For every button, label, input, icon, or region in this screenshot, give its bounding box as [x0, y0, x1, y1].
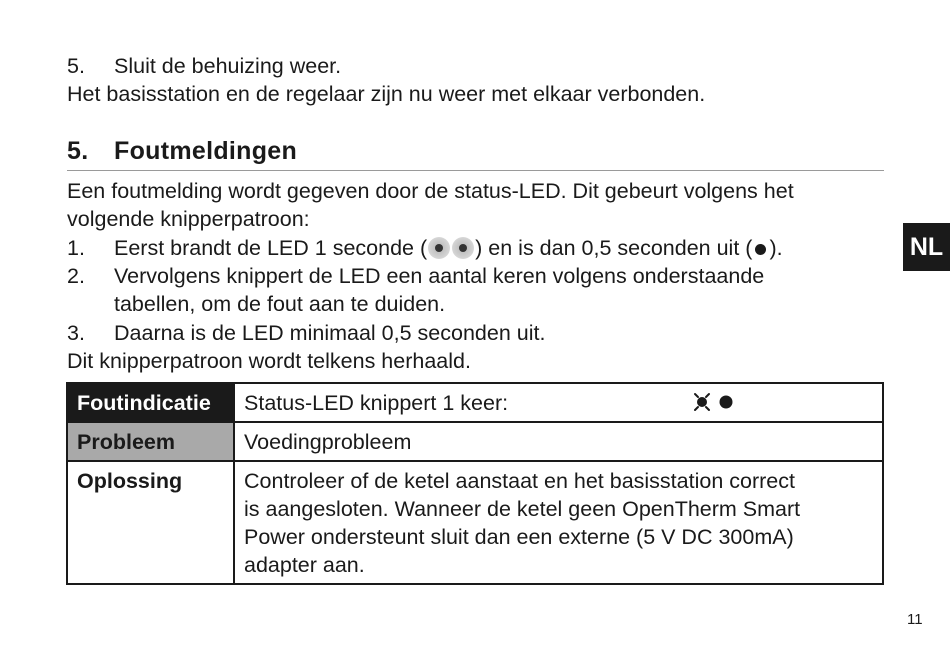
led-blink-pattern — [690, 390, 740, 414]
probleem-label: Probleem — [67, 422, 234, 461]
para-line-2: volgende knipperpatroon: — [67, 207, 310, 231]
probleem-value: Voedingprobleem — [234, 422, 883, 461]
oplossing-line: is aangesloten. Wanneer de ketel geen OpenTherm Smart — [244, 497, 801, 521]
table-row — [67, 461, 883, 584]
para-line-1: Een foutmelding wordt gegeven door de status-LED. Dit gebeurt volgens het — [67, 179, 794, 203]
item-2-line-1: Vervolgens knippert de LED een aantal keren volgens onderstaande — [114, 264, 765, 288]
section-heading — [67, 137, 297, 166]
item-3-number: 3. — [67, 321, 85, 345]
oplossing-line: adapter aan. — [244, 553, 365, 577]
oplossing-line: Power ondersteunt sluit dan een externe (5 V DC 300mA) — [244, 525, 794, 549]
item-3-text: Daarna is de LED minimaal 0,5 seconden uit. — [114, 321, 546, 345]
page-number: 11 — [907, 611, 923, 628]
error-table — [66, 382, 884, 585]
foutindicatie-label: Foutindicatie — [67, 383, 234, 422]
item-1-text-c: ). — [769, 236, 783, 260]
item-1-text — [114, 234, 783, 262]
oplossing-label: Oplossing — [67, 461, 234, 584]
repeat-text: Dit knipperpatroon wordt telkens herhaald. — [67, 349, 471, 373]
led-off-icon — [720, 396, 733, 409]
led-on-icon — [428, 237, 450, 259]
led-off-icon — [755, 244, 766, 255]
table-row — [67, 383, 883, 422]
heading-rule — [67, 170, 884, 171]
language-tab: NL — [903, 223, 950, 271]
led-on-icon — [452, 237, 474, 259]
section-number: 5. — [67, 137, 89, 165]
item-1-text-a: Eerst brandt de LED 1 seconde ( — [114, 236, 428, 260]
oplossing-value — [234, 461, 883, 584]
oplossing-line: Controleer of de ketel aanstaat en het basisstation correct — [244, 469, 795, 493]
item-1-text-b: ) en is dan 0,5 seconden uit ( — [475, 236, 753, 260]
step-5-number: 5. — [67, 54, 85, 78]
connected-text: Het basisstation en de regelaar zijn nu weer met elkaar verbonden. — [67, 82, 706, 106]
item-2-line-2: tabellen, om de fout aan te duiden. — [114, 292, 446, 316]
table-row — [67, 422, 883, 461]
foutindicatie-value: Status-LED knippert 1 keer: — [234, 383, 883, 422]
item-1-number: 1. — [67, 236, 85, 260]
led-blink-icon — [695, 394, 709, 410]
step-5-text: Sluit de behuizing weer. — [114, 54, 342, 78]
section-title: Foutmeldingen — [114, 137, 298, 165]
item-2-number: 2. — [67, 264, 85, 288]
